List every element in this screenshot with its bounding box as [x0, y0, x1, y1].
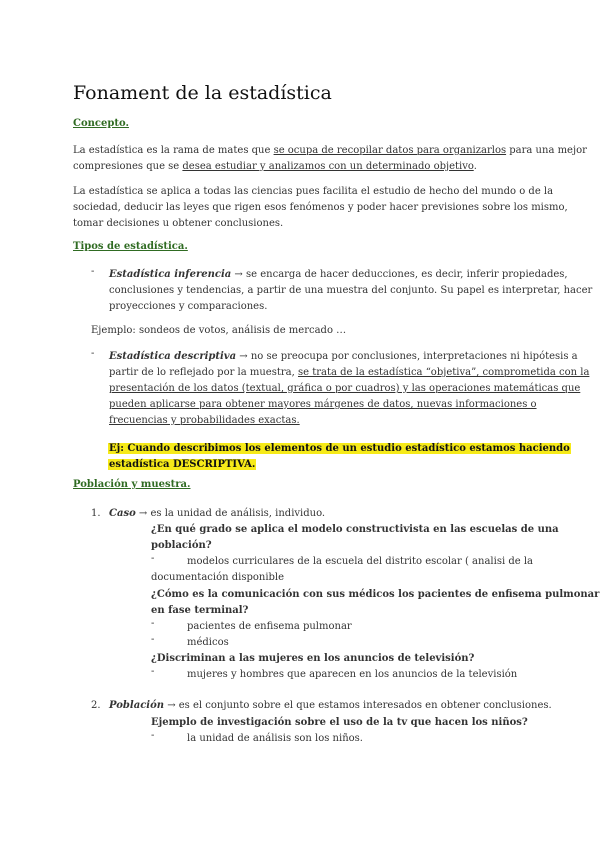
text: La estadística es la rama de mates que [73, 145, 274, 156]
section-heading-concepto: Concepto. [73, 118, 129, 129]
section-heading-tipos: Tipos de estadística. [73, 241, 188, 252]
descriptiva-line-1 [109, 348, 578, 365]
bullet-dash: - [151, 666, 155, 677]
text: → es el conjunto sobre el que estamos interesados en obtener conclusiones. [164, 700, 552, 711]
question-3: ¿Discriminan a las mujeres en los anuncios de televisión? [151, 653, 475, 664]
section-heading-poblacion: Población y muestra. [73, 479, 191, 490]
text: . [473, 161, 477, 172]
text: para una mejor [506, 145, 587, 156]
bullet-dash: - [91, 348, 95, 359]
bullet-dash: - [151, 730, 155, 741]
arrow: → [231, 269, 246, 280]
descriptiva-line-4: pueden aplicarse para obtener mayores márgenes de datos, nuevas informaciones o [109, 399, 537, 410]
highlighted-text: Ej: Cuando describimos los elementos de un estudio estadístico estamos haciendo [109, 443, 570, 454]
question-2-line-1: ¿Cómo es la comunicación con sus médicos los pacientes de enfisema pulmonar [151, 589, 600, 600]
list-number-2: 2. [91, 700, 101, 711]
inferencia-line-3: proyecciones y comparaciones. [109, 301, 268, 312]
text: → es la unidad de análisis, individuo. [135, 508, 326, 519]
inferencia-line-2: conclusiones y tendencias, a partir de una muestra del conjunto. Su papel es interpretar, hacer [109, 285, 593, 296]
answer-1-line-1: modelos curriculares de la escuela del distrito escolar ( analisi de la [187, 556, 533, 567]
underlined-text: desea estudiar y analizamos con un determinado objetivo [182, 161, 474, 172]
highlighted-text: estadística DESCRIPTIVA. [109, 459, 256, 470]
term-poblacion: Población [109, 700, 165, 711]
text: se encarga de hacer deducciones, es decir, inferir propiedades, [246, 269, 568, 280]
underlined-text: se ocupa de recopilar datos para organizarlos [273, 145, 507, 156]
answer-1-line-2: documentación disponible [151, 572, 285, 583]
concepto-p2-line-1: La estadística se aplica a todas las ciencias pues facilita el estudio de hecho del mundo o de la [73, 186, 554, 197]
arrow: → [236, 351, 251, 362]
answer-2-line-2: médicos [187, 637, 229, 648]
text: compresiones que se [73, 161, 183, 172]
concepto-line-1 [73, 142, 587, 159]
answer-2-line-1: pacientes de enfisema pulmonar [187, 621, 352, 632]
highlight-line-2 [108, 452, 256, 473]
underlined-text: se trata de la estadística “objetiva”, comprometida con la [297, 367, 590, 378]
bullet-dash: - [91, 266, 95, 277]
answer-3: mujeres y hombres que aparecen en los anuncios de la televisión [187, 669, 518, 680]
answer-4: la unidad de análisis son los niños. [187, 733, 363, 744]
ejemplo-line: Ejemplo: sondeos de votos, análisis de mercado … [91, 325, 347, 336]
list-number-1: 1. [91, 508, 101, 519]
question-1-line-1: ¿En qué grado se aplica el modelo constructivista en las escuelas de una [151, 524, 559, 535]
question-2-line-2: en fase terminal? [151, 605, 249, 616]
bullet-dash: - [151, 553, 155, 564]
question-4: Ejemplo de investigación sobre el uso de la tv que hacen los niños? [151, 717, 528, 728]
concepto-line-2 [73, 158, 477, 175]
inferencia-line-1 [109, 266, 568, 283]
concepto-p2-line-3: tomar decisiones u obtener conclusiones. [73, 218, 284, 229]
term-caso: Caso [109, 508, 136, 519]
bullet-dash: - [151, 618, 155, 629]
descriptiva-line-3: presentación de los datos (textual, gráfica o por cuadros) y las operaciones matemáticas que [109, 383, 581, 394]
page-title: Fonament de la estadística [73, 82, 332, 104]
descriptiva-line-2 [109, 364, 589, 381]
concepto-p2-line-2: sociedad, deducir las leyes que rigen esos fenómenos y poder hacer previsiones sobre los mismo, [73, 202, 568, 213]
text: partir de lo reflejado por la muestra, [109, 367, 298, 378]
poblacion-line [109, 697, 552, 714]
bullet-dash: - [151, 634, 155, 645]
term-descriptiva: Estadística descriptiva [109, 351, 237, 362]
term-inferencia: Estadística inferencia [109, 269, 232, 280]
text: no se preocupa por conclusiones, interpretaciones ni hipótesis a [250, 351, 578, 362]
question-1-line-2: población? [151, 540, 212, 551]
descriptiva-line-5: frecuencias y probabilidades exactas. [109, 415, 300, 426]
caso-line [109, 505, 325, 522]
